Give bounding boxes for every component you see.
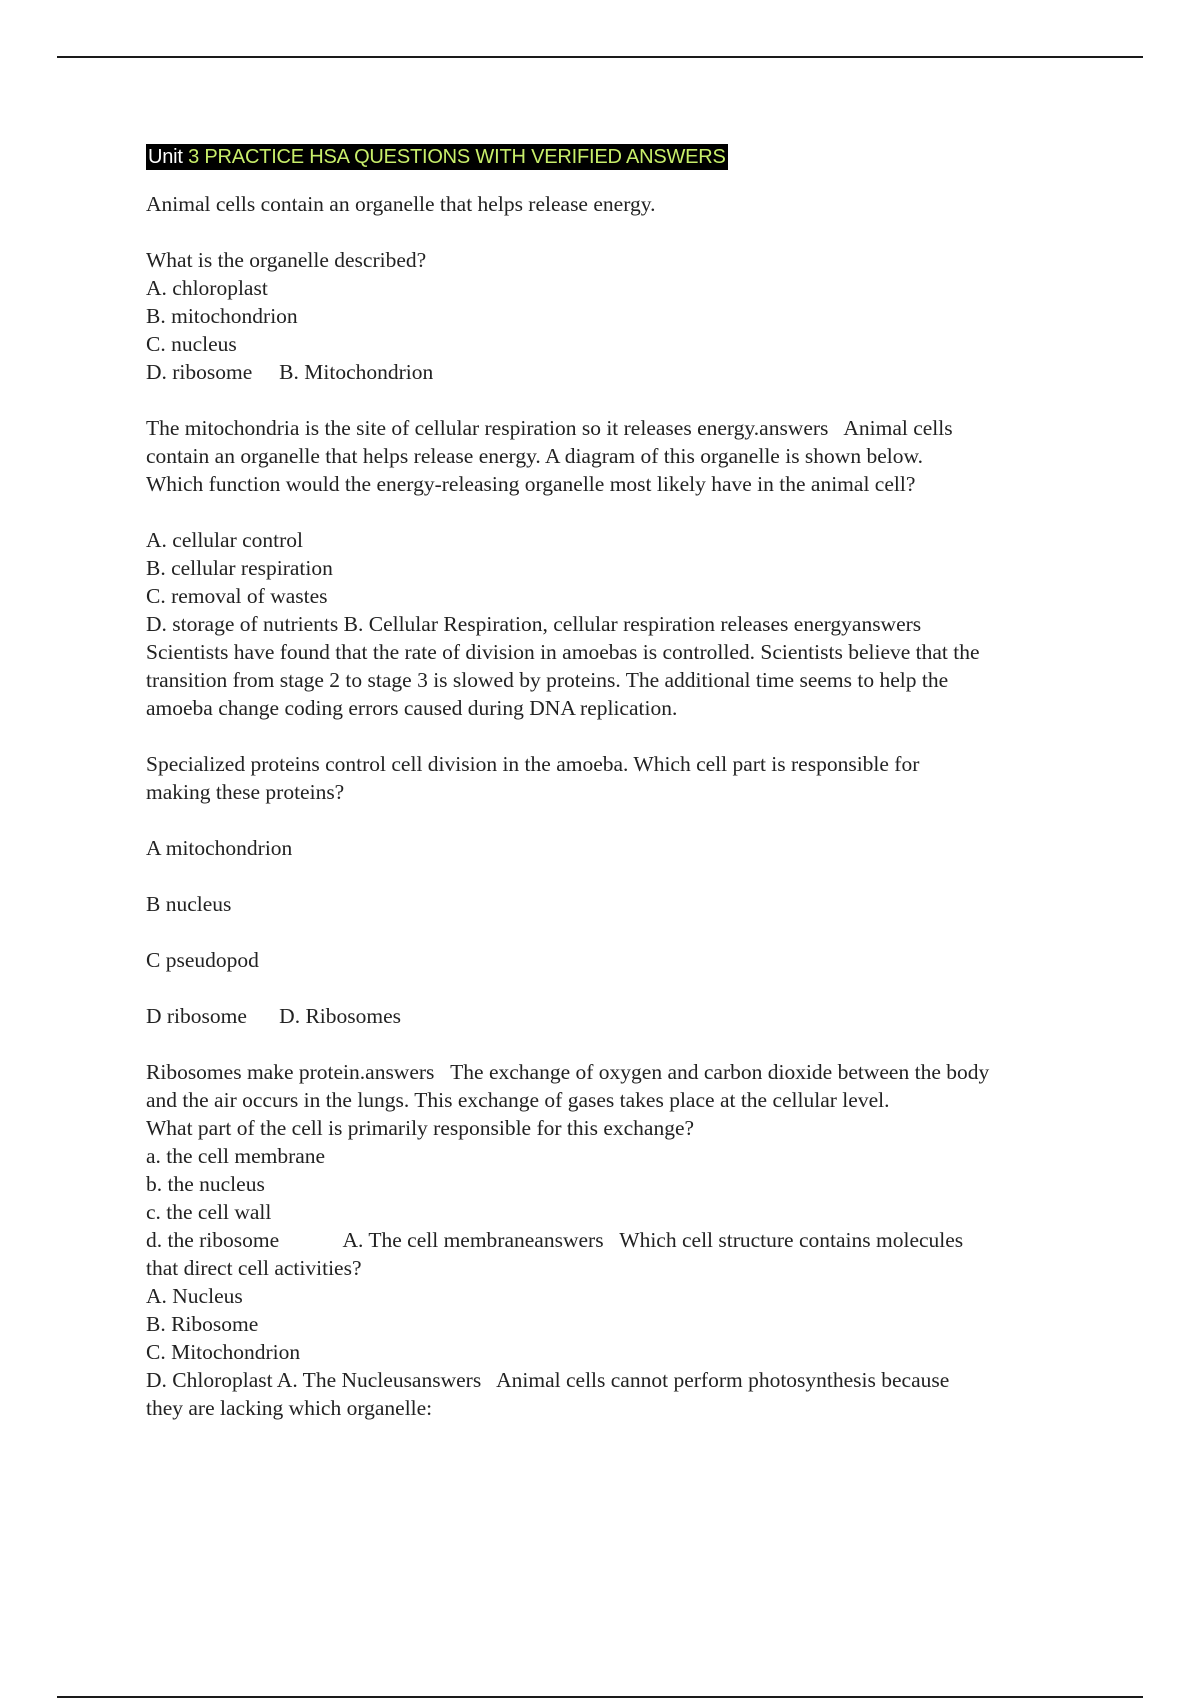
text-line: B. cellular respiration — [146, 556, 333, 580]
text-line: Animal cells contain an organelle that helps release energy. — [146, 192, 656, 216]
blank-line — [146, 386, 1106, 414]
document-title — [146, 144, 728, 170]
text-line: that direct cell activities? — [146, 1256, 362, 1280]
text-line: D. ribosome B. Mitochondrion — [146, 360, 434, 384]
text-line: D. storage of nutrients B. Cellular Respiration, cellular respiration releases energyanswers — [146, 612, 922, 636]
text-line: they are lacking which organelle: — [146, 1396, 433, 1420]
text-line: D. Chloroplast A. The Nucleusanswers Animal cells cannot perform photosynthesis because — [146, 1368, 950, 1392]
text-line: A mitochondrion — [146, 836, 293, 860]
blank-line — [146, 498, 1106, 526]
blank-line — [146, 862, 1106, 890]
text-line: transition from stage 2 to stage 3 is slowed by proteins. The additional time seems to help the — [146, 668, 949, 692]
blank-line — [146, 974, 1106, 1002]
text-line: Which function would the energy-releasing organelle most likely have in the animal cell? — [146, 472, 916, 496]
text-line: A. cellular control — [146, 528, 304, 552]
text-line: b. the nucleus — [146, 1172, 265, 1196]
text-line: C pseudopod — [146, 948, 259, 972]
text-line: The mitochondria is the site of cellular respiration so it releases energy.answers Animal cells — [146, 416, 953, 440]
title-main: 3 PRACTICE HSA QUESTIONS WITH VERIFIED ANSWERS — [182, 146, 726, 168]
blank-line — [146, 218, 1106, 246]
text-line: amoeba change coding errors caused during DNA replication. — [146, 696, 678, 720]
text-line: B nucleus — [146, 892, 232, 916]
text-line: What part of the cell is primarily responsible for this exchange? — [146, 1116, 695, 1140]
top-rule — [57, 56, 1143, 58]
text-line: C. nucleus — [146, 332, 237, 356]
text-line: and the air occurs in the lungs. This exchange of gases takes place at the cellular level. — [146, 1088, 890, 1112]
text-line: What is the organelle described? — [146, 248, 427, 272]
text-line: c. the cell wall — [146, 1200, 272, 1224]
text-line: A. Nucleus — [146, 1284, 243, 1308]
text-line: Specialized proteins control cell division in the amoeba. Which cell part is responsible for — [146, 752, 920, 776]
blank-line — [146, 1030, 1106, 1058]
text-line: A. chloroplast — [146, 276, 268, 300]
text-line: C. Mitochondrion — [146, 1340, 301, 1364]
text-line: making these proteins? — [146, 780, 345, 804]
blank-line — [146, 806, 1106, 834]
blank-line — [146, 918, 1106, 946]
document-text — [146, 190, 1106, 1422]
text-line: contain an organelle that helps release energy. A diagram of this organelle is shown below. — [146, 444, 923, 468]
text-line: C. removal of wastes — [146, 584, 328, 608]
text-line: D ribosome D. Ribosomes — [146, 1004, 402, 1028]
text-line: Ribosomes make protein.answers The exchange of oxygen and carbon dioxide between the body — [146, 1060, 990, 1084]
bottom-rule — [57, 1696, 1143, 1698]
text-line: B. Ribosome — [146, 1312, 259, 1336]
blank-line — [146, 722, 1106, 750]
text-line: B. mitochondrion — [146, 304, 298, 328]
text-line: Scientists have found that the rate of division in amoebas is controlled. Scientists believe that the — [146, 640, 980, 664]
text-line: d. the ribosome A. The cell membraneanswers Which cell structure contains molecules — [146, 1228, 964, 1252]
title-prefix: Unit — [148, 146, 183, 168]
text-line: a. the cell membrane — [146, 1144, 326, 1168]
document-body — [146, 142, 1106, 1422]
